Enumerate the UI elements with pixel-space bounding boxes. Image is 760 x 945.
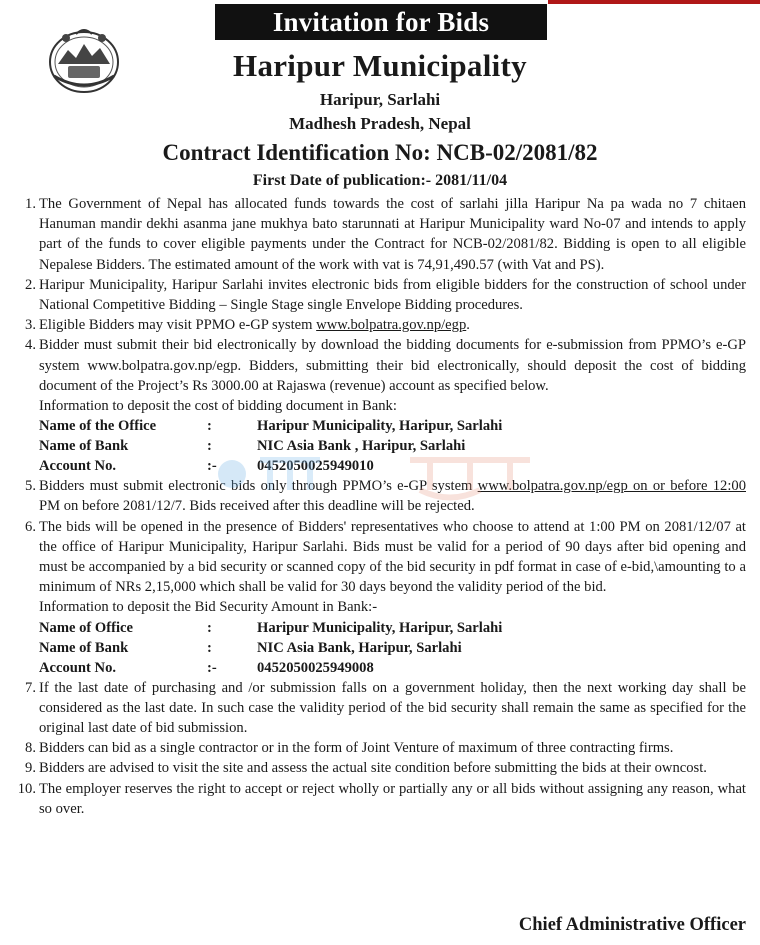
bank-info-sep: :- (207, 659, 217, 676)
list-item (8, 779, 746, 819)
bank-info-sep: : (207, 418, 212, 435)
item-number: 1. (25, 196, 36, 212)
item-text: The Government of Nepal has allocated funds towards the cost of sarlahi jilla Haripur Na pa wada no 7 chitaen Hanuman mandir dekhi asanma jane mukhya bato starunnati at Haripur Municipality ward No-07 and intends to apply part of the funds to cover eligible payments under the Contract for NCB-02/2081/82. Bidding is open to all eligible Nepalese Bidders. The estimated amount of the work with vat is 74,91,490.57 (with Vat and PS). (39, 196, 746, 273)
bank-info-key: Account No. (39, 659, 117, 676)
list-item (8, 678, 746, 739)
item-text-tail: PM on before 2081/12/7. Bids received after this deadline will be rejected. (39, 498, 475, 515)
item-number: 8. (25, 740, 36, 757)
bank-info-key: Name of Bank (39, 438, 129, 455)
bank-info-value: NIC Asia Bank , Haripur, Sarlahi (257, 438, 466, 455)
banner-title: Invitation for Bids (215, 4, 547, 40)
list-item (8, 335, 746, 476)
item-text: Bidders are advised to visit the site and assess the actual site condition before submitting the bids at their owncost. (39, 760, 707, 777)
bank-info-title: Information to deposit the Bid Security Amount in Bank:- (39, 599, 378, 616)
item-number: 6. (25, 518, 36, 535)
publication-date: First Date of publication:- 2081/11/04 (252, 172, 508, 189)
bank-info-row (39, 436, 746, 456)
item-number: 2. (25, 276, 36, 293)
bank-info-value: 0452050025949008 (257, 659, 374, 676)
address-line-1: Haripur, Sarlahi (319, 90, 441, 109)
item-text: Bidder must submit their bid electronically by download the bidding documents for e-submission from PPMO’s e-GP system www.bolpatra.gov.np/egp. Bidders, submitting their bid electronically, should deposit the cost of bidding document of the Project’s Rs 3000.00 at Rajaswa (revenue) account as specified below. (39, 337, 746, 394)
bank-info-title: Information to deposit the cost of bidding document in Bank: (39, 398, 397, 415)
list-item (8, 476, 746, 516)
bank-info-row (39, 618, 746, 638)
organization-title: Haripur Municipality (233, 48, 527, 83)
bank-info-sep: : (207, 438, 212, 455)
bank-info-row (39, 658, 746, 678)
egp-link[interactable]: www.bolpatra.gov.np/egp on or before 12:00 (477, 478, 746, 495)
item-text: Bidders must submit electronic bids only through PPMO’s e-GP system (39, 478, 478, 495)
item-text: Eligible Bidders may visit PPMO e-GP system (39, 317, 317, 334)
top-red-rule (548, 0, 760, 4)
bank-info-key: Name of Office (39, 619, 134, 636)
bank-info-value: NIC Asia Bank, Haripur, Sarlahi (257, 639, 462, 656)
list-item (8, 758, 746, 778)
list-item (8, 275, 746, 315)
signature-title: Chief Administrative Officer (518, 915, 746, 935)
address-line-2: Madhesh Pradesh, Nepal (289, 114, 471, 133)
item-number: 9. (25, 760, 36, 777)
item-text-tail: . (466, 317, 470, 334)
item-number: 4. (25, 337, 36, 354)
item-text: Haripur Municipality, Haripur Sarlahi invites electronic bids from eligible bidders for the construction of school under National Competitive Bidding – Single Stage single Envelope Bidding procedures. (39, 276, 746, 314)
list-item (8, 517, 746, 678)
bank-info-row (39, 456, 746, 476)
egp-link[interactable]: www.bolpatra.gov.np/egp (316, 317, 467, 334)
list-item (8, 315, 746, 335)
bank-info-key: Account No. (39, 458, 117, 475)
bank-info-key: Name of Bank (39, 639, 129, 656)
list-item (8, 738, 746, 758)
bank-info-value: Haripur Municipality, Haripur, Sarlahi (257, 619, 503, 636)
bank-info-value: 0452050025949010 (257, 458, 374, 475)
bank-info-key: Name of the Office (39, 418, 157, 435)
bank-info-value: Haripur Municipality, Haripur, Sarlahi (257, 418, 503, 435)
item-number: 3. (25, 317, 36, 334)
item-text: Bidders can bid as a single contractor or in the form of Joint Venture of maximum of three contracting firms. (39, 740, 674, 757)
bank-info-row (39, 416, 746, 436)
bank-info-row (39, 638, 746, 658)
item-number: 7. (25, 679, 36, 696)
item-text: If the last date of purchasing and /or submission falls on a government holiday, then the next working day shall be considered as the last date. In such case the validity period of the bid security shall remain the same as specified for the original last date of bid submission. (39, 679, 746, 737)
contract-identification: Contract Identification No: NCB-02/2081/82 (162, 140, 598, 165)
item-text: The employer reserves the right to accept or reject wholly or partially any or all bids without assigning any reason, what so over. (39, 780, 746, 817)
item-number: 10. (17, 780, 36, 797)
bank-info-sep: :- (207, 458, 217, 475)
bank-info-sep: : (207, 639, 212, 656)
bid-items-list (8, 194, 746, 819)
list-item (8, 194, 746, 275)
bank-info-sep: : (207, 619, 212, 636)
item-text: The bids will be opened in the presence of Bidders' representatives who choose to attend at 1:00 PM on 2081/12/07 at the office of Haripur Municipality, Haripur Sarlahi. Bids must be valid for a period of 90 days after bid opening and must be accompanied by a bid security or scanned copy of the bid security in pdf format in case of e-bid,\amounting to a minimum of NRs 2,15,000 which shall be valid for 30 days beyond the validity period of the bid. (39, 518, 746, 596)
item-number: 5. (25, 478, 36, 495)
